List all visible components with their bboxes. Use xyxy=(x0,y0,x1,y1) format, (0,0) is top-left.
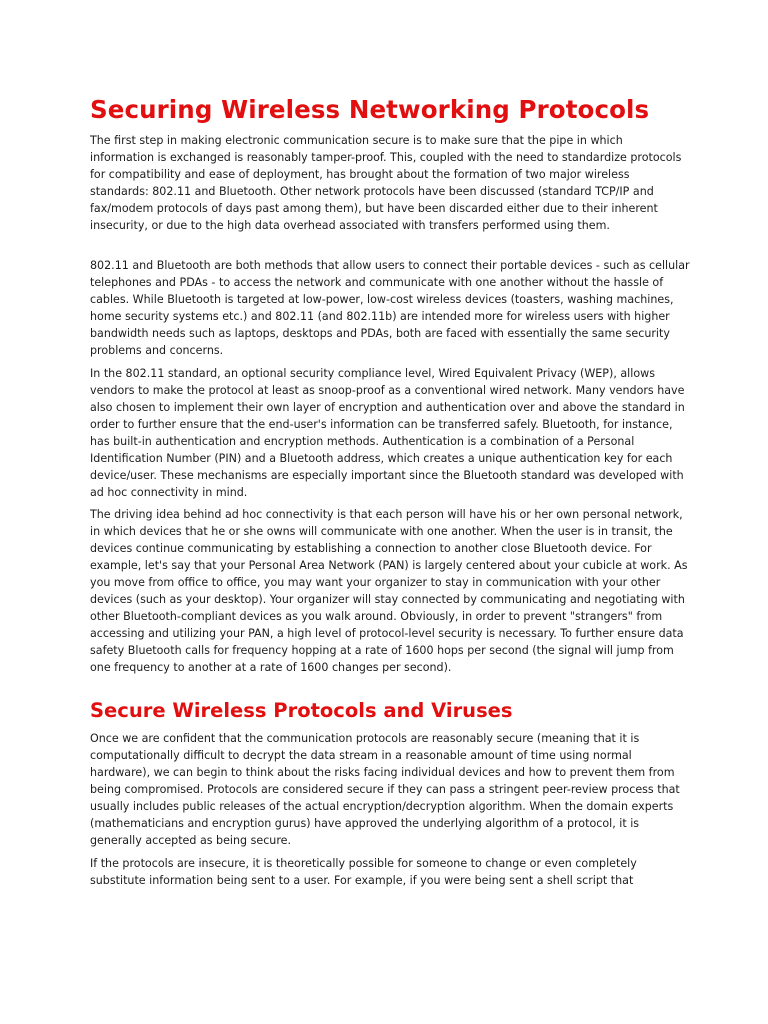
paragraph-protocols-insecure: If the protocols are insecure, it is theoretically possible for someone to change or even completely substitute information being sent to a user. For example, if you were being sent a shell script that xyxy=(90,857,637,887)
section-heading: Secure Wireless Protocols and Viruses xyxy=(90,699,513,722)
paragraph-intro: The first step in making electronic communication secure is to make sure that the pipe in which information is exchanged is reasonably tamper-proof. This, coupled with the need to standardize protocols for compatibility and ease of deployment, has brought about the formation of two major wireless standards: 802.11 and Bluetooth. Other network protocols have been discussed (standard TCP/IP and fax/modem protocols of days past among them), but have been discarded either due to their inherent insecurity, or due to the high data overhead associated with transfers performed using them. xyxy=(90,134,682,232)
paragraph-802-11-bluetooth: 802.11 and Bluetooth are both methods that allow users to connect their portable devices - such as cellular telephones and PDAs - to access the network and communicate with one another without the hassle of cables. While Bluetooth is targeted at low-power, low-cost wireless devices (toasters, washing machines, home security systems etc.) and 802.11 (and 802.11b) are intended more for wireless users with higher bandwidth needs such as laptops, desktops and PDAs, both are faced with essentially the same security problems and concerns. xyxy=(90,259,690,357)
paragraph-protocols-secure: Once we are confident that the communication protocols are reasonably secure (meaning that it is computationally difficult to decrypt the data stream in a reasonable amount of time using normal hardware), we can begin to think about the risks facing individual devices and how to prevent them from being compromised. Protocols are considered secure if they can pass a stringent peer-review process that usually includes public releases of the actual encryption/decryption algorithm. When the domain experts (mathematicians and encryption gurus) have approved the underlying algorithm of a protocol, it is generally accepted as being secure. xyxy=(90,732,680,847)
paragraph-wep: In the 802.11 standard, an optional security compliance level, Wired Equivalent Privacy (WEP), allows vendors to make the protocol at least as snoop-proof as a conventional wired network. Many vendors have also chosen to implement their own layer of encryption and authentication over and above the standard in order to further ensure that the end-user's information can be transferred safely. Bluetooth, for instance, has built-in authentication and encryption methods. Authentication is a combination of a Personal Identification Number (PIN) and a Bluetooth address, which creates a unique authentication key for each device/user. These mechanisms are especially important since the Bluetooth standard was developed with ad hoc connectivity in mind. xyxy=(90,367,685,499)
page-title: Securing Wireless Networking Protocols xyxy=(90,95,650,124)
paragraph-ad-hoc: The driving idea behind ad hoc connectivity is that each person will have his or her own personal network, in which devices that he or she owns will communicate with one another. When the user is in transit, the devices continue communicating by establishing a connection to another close Bluetooth device. For example, let's say that your Personal Area Network (PAN) is largely centered about your cubicle at work. As you move from office to office, you may want your organizer to stay in communication with your other devices (such as your desktop). Your organizer will stay connected by communicating and negotiating with other Bluetooth-compliant devices as you walk around. Obviously, in order to prevent "strangers" from accessing and utilizing your PAN, a high level of protocol-level security is necessary. To further ensure data safety Bluetooth calls for frequency hopping at a rate of 1600 hops per second (the signal will jump from one frequency to another at a rate of 1600 changes per second). xyxy=(90,508,688,674)
